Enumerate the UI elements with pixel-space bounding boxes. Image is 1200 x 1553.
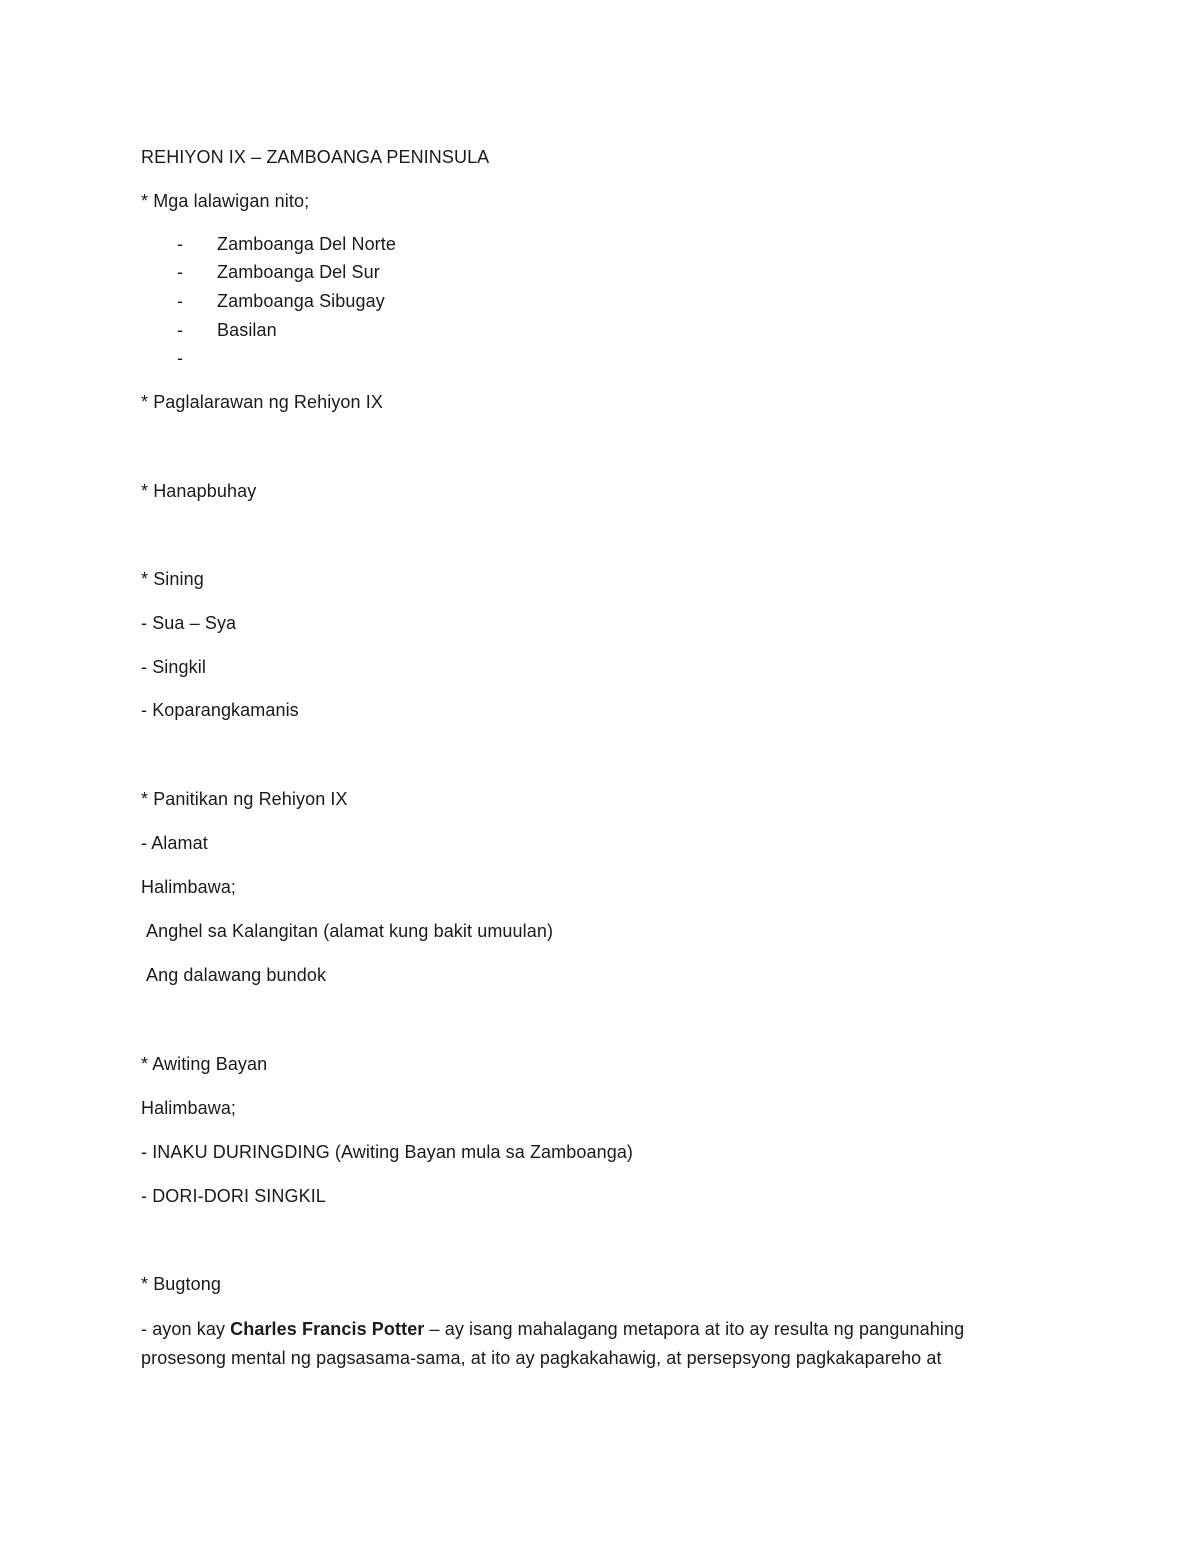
folksong-heading: * Awiting Bayan	[141, 1054, 268, 1074]
arts-item: - Sua – Sya	[141, 613, 237, 633]
literature-example-label: Halimbawa;	[141, 877, 237, 897]
riddle-heading: * Bugtong	[141, 1274, 221, 1294]
riddle-prefix: - ayon kay	[141, 1319, 231, 1339]
riddle-paragraph-line	[141, 1318, 964, 1340]
list-dash: -	[177, 262, 184, 282]
literature-type: - Alamat	[141, 833, 208, 853]
document-title: REHIYON IX – ZAMBOANGA PENINSULA	[141, 147, 490, 167]
list-dash: -	[177, 320, 184, 340]
folksong-example-label: Halimbawa;	[141, 1098, 237, 1118]
province-name: Zamboanga Sibugay	[217, 291, 385, 311]
literature-example: Ang dalawang bundok	[146, 965, 327, 985]
folksong-item: - INAKU DURINGDING (Awiting Bayan mula sa Zamboanga)	[141, 1142, 634, 1162]
arts-item: - Koparangkamanis	[141, 700, 299, 720]
list-dash: -	[177, 291, 184, 311]
province-name: Basilan	[217, 320, 277, 340]
provinces-heading: * Mga lalawigan nito;	[141, 191, 310, 211]
literature-heading: * Panitikan ng Rehiyon IX	[141, 789, 348, 809]
literature-example: Anghel sa Kalangitan (alamat kung bakit umuulan)	[146, 921, 554, 941]
arts-item: - Singkil	[141, 657, 206, 677]
riddle-author: Charles Francis Potter	[230, 1319, 425, 1339]
description-heading: * Paglalarawan ng Rehiyon IX	[141, 392, 383, 412]
riddle-suffix: – ay isang mahalagang metapora at ito ay resulta ng pangunahing	[424, 1319, 965, 1339]
arts-heading: * Sining	[141, 569, 204, 589]
livelihood-heading: * Hanapbuhay	[141, 481, 257, 501]
list-dash: -	[177, 348, 184, 368]
folksong-item: - DORI-DORI SINGKIL	[141, 1186, 326, 1206]
list-dash: -	[177, 234, 184, 254]
province-name: Zamboanga Del Sur	[217, 262, 380, 282]
province-name: Zamboanga Del Norte	[217, 234, 396, 254]
riddle-paragraph-line: prosesong mental ng pagsasama-sama, at ito ay pagkakahawig, at persepsyong pagkakapareho at	[141, 1348, 942, 1368]
